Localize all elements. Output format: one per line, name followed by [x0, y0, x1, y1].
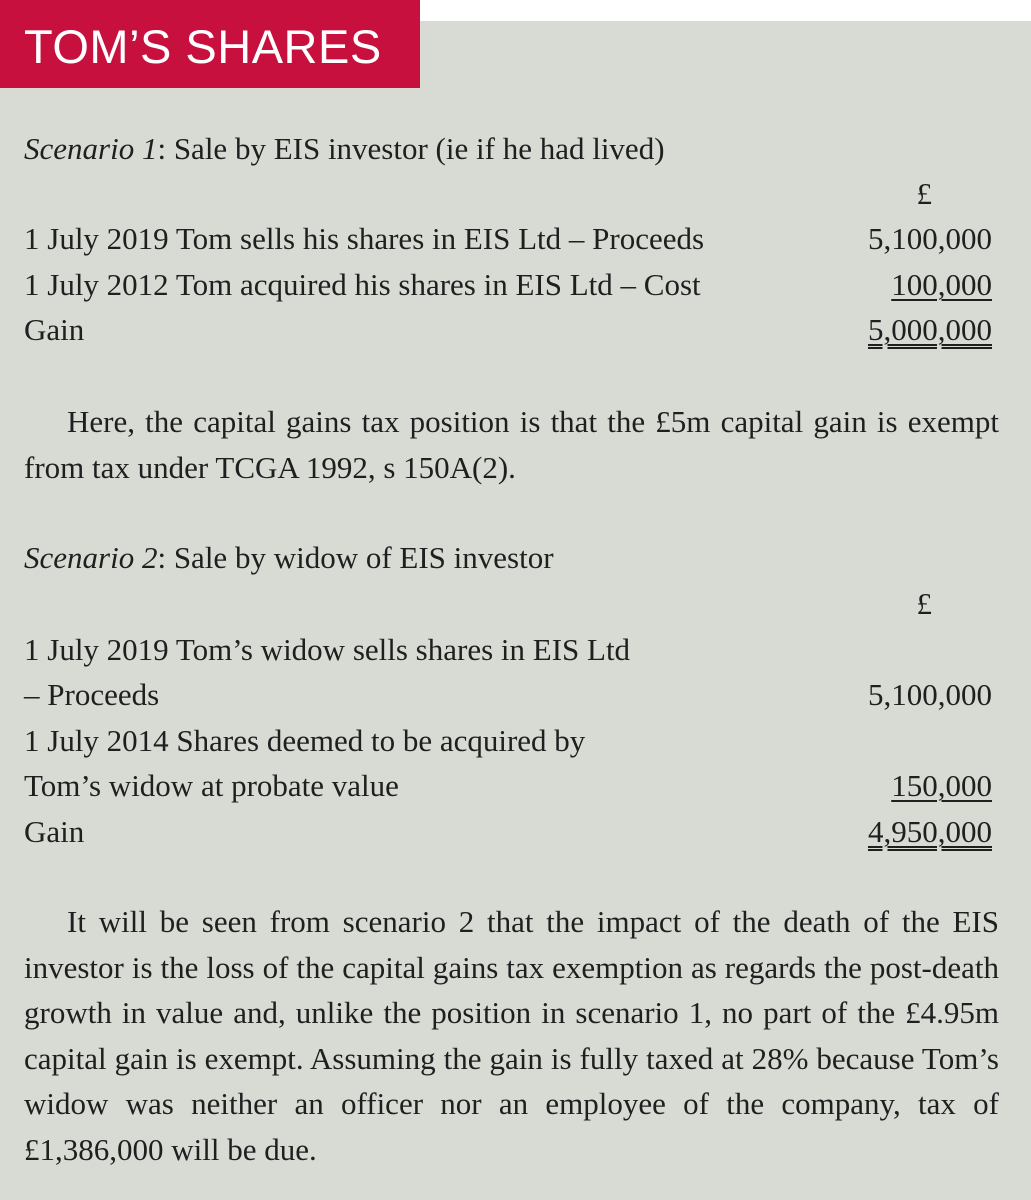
scenario-2-row-2-value: 150,000 — [891, 768, 992, 803]
scenario-1-row-1-label: 1 July 2019 Tom sells his shares in EIS Ltd – Proceeds — [24, 221, 705, 256]
scenario-2-row-2-label-line-2: Tom’s widow at probate value — [24, 768, 399, 803]
scenario-1-currency: £ — [916, 176, 932, 211]
scenario-2-label: Scenario 2 — [24, 540, 158, 575]
scenario-2-heading-text: : Sale by widow of EIS investor — [157, 540, 554, 575]
scenario-2-row-1-label-line-2: – Proceeds — [24, 677, 160, 712]
title-bar — [0, 0, 420, 88]
paragraph-1: Here, the capital gains tax position is that the £5m capital gain is exempt from tax under TCGA 1992, s 150A(2). — [24, 404, 999, 485]
scenario-2-row-1-label-line-1: 1 July 2019 Tom’s widow sells shares in EIS Ltd — [24, 632, 631, 667]
scenario-2-row-3-label: Gain — [24, 814, 85, 849]
box-title: TOM’S SHARES — [24, 20, 382, 73]
scenario-2-currency: £ — [916, 586, 932, 621]
scenario-2-row-1-value: 5,100,000 — [868, 677, 992, 712]
paragraph-2: It will be seen from scenario 2 that the impact of the death of the EIS investor is the loss of the capital gains tax exemption as regards the post-death growth in value and, unlike the position in scenario 1, no part of the £4.95m capital gain is exempt. Assuming the gain is fully taxed at 28% because Tom’s widow was neither an officer nor an employee of the company, tax of £1,386,000 will be due. — [24, 904, 999, 1167]
scenario-1-row-2-value: 100,000 — [891, 267, 992, 302]
scenario-2-heading — [24, 539, 554, 577]
scenario-1-row-2-label: 1 July 2012 Tom acquired his shares in EIS Ltd – Cost — [24, 267, 701, 302]
scenario-1-heading-text: : Sale by EIS investor (ie if he had lived) — [157, 131, 665, 166]
scenario-1-row-3-label: Gain — [24, 312, 85, 347]
scenario-2-row-2-value-wrap — [790, 767, 992, 805]
scenario-2-row-2-label-line-1: 1 July 2014 Shares deemed to be acquired by — [24, 723, 586, 758]
scenario-1-row-3-value: 5,000,000 — [868, 312, 992, 347]
scenario-1-label: Scenario 1 — [24, 131, 158, 166]
scenario-1-row-3-value-wrap — [790, 311, 992, 349]
scenario-2-row-3-value: 4,950,000 — [868, 814, 992, 849]
scenario-1-row-2-value-wrap — [790, 266, 992, 304]
scenario-1-row-1-value: 5,100,000 — [868, 221, 992, 256]
scenario-1-heading — [24, 130, 665, 168]
scenario-2-row-3-value-wrap — [790, 813, 992, 851]
